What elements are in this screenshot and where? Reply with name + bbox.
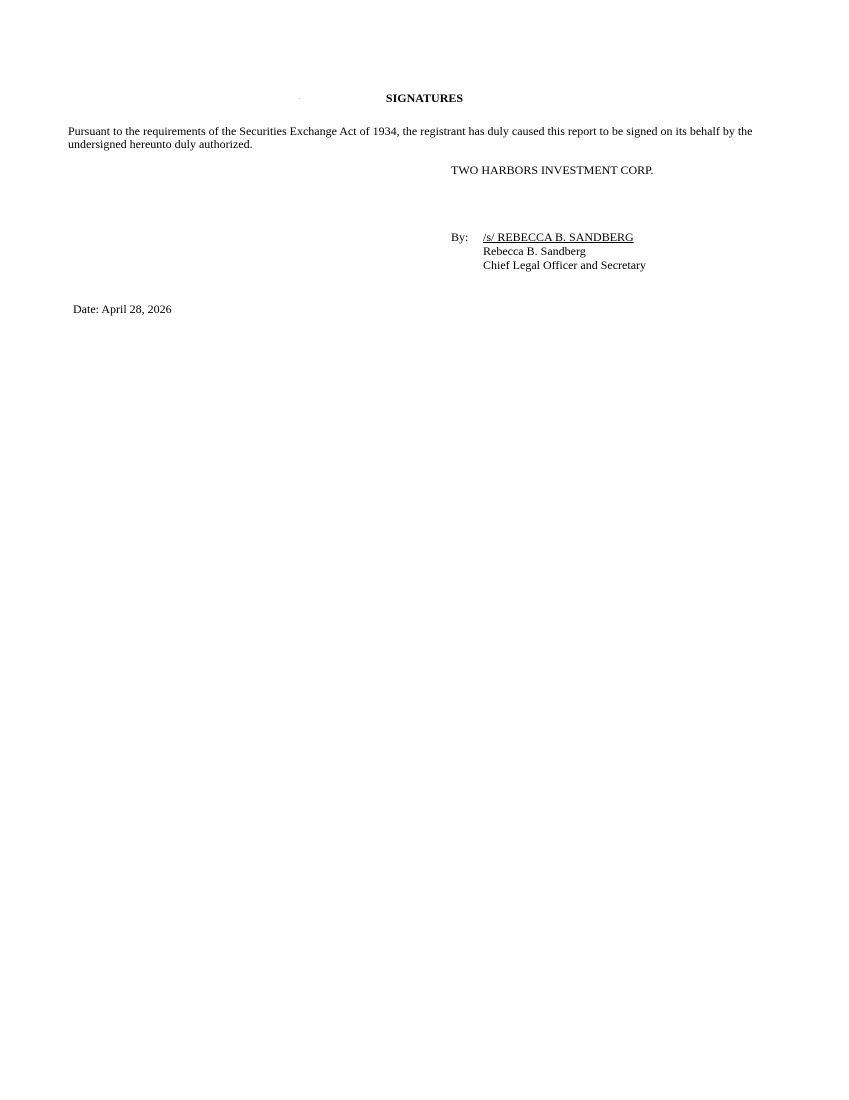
signature-line: /s/ REBECCA B. SANDBERG — [483, 230, 634, 244]
authorization-paragraph: Pursuant to the requirements of the Securities Exchange Act of 1934, the registrant has duly caused this report to be signed on its behalf by the undersigned hereunto duly authorized. — [68, 124, 753, 151]
signatures-heading: SIGNATURES — [385, 91, 464, 105]
signature-date: Date: April 28, 2026 — [73, 302, 172, 316]
registrant-name: TWO HARBORS INVESTMENT CORP. — [451, 163, 654, 177]
by-label: By: — [451, 230, 469, 244]
signature-block — [451, 230, 646, 272]
signature-row — [451, 230, 646, 244]
stray-dot-mark: . — [299, 95, 301, 101]
signer-title: Chief Legal Officer and Secretary — [483, 258, 647, 272]
signer-name: Rebecca B. Sandberg — [483, 244, 586, 258]
